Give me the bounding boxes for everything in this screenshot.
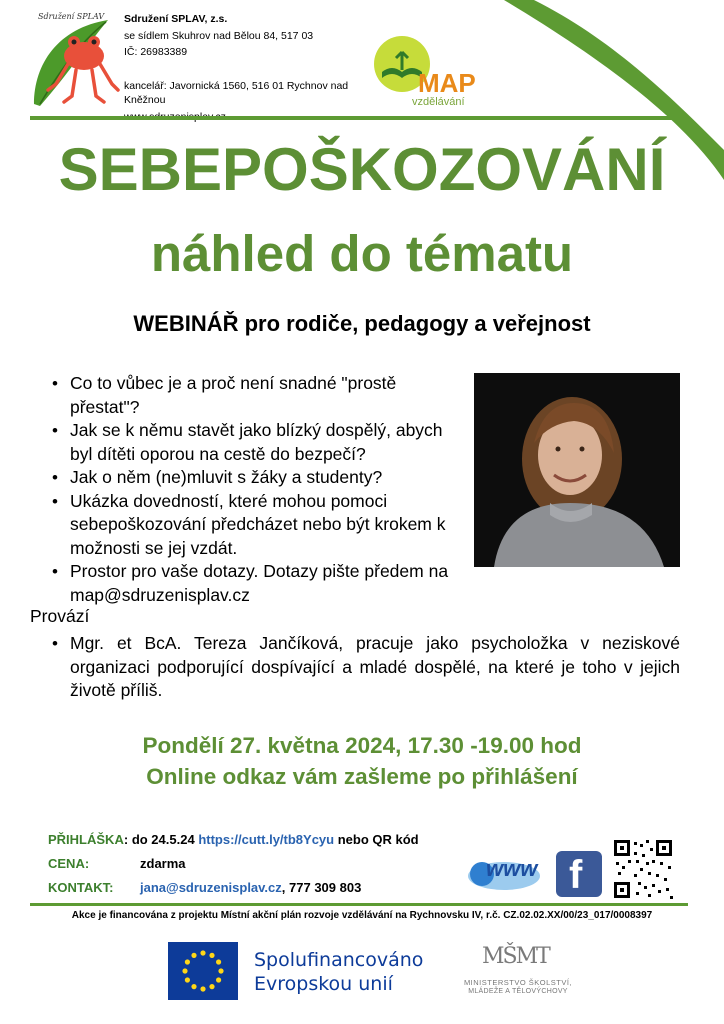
msmt-logo xyxy=(448,944,588,1004)
list-item: • Prostor pro vaše dotazy. Dotazy pište předem na map@sdruzenisplav.cz xyxy=(48,560,468,607)
facebook-icon[interactable] xyxy=(556,851,602,897)
msmt-line1: MINISTERSTVO ŠKOLSTVÍ, xyxy=(463,978,573,987)
speaker-photo xyxy=(474,373,680,567)
price-row xyxy=(48,856,186,871)
qr-code[interactable] xyxy=(612,838,674,900)
list-item: • Jak se k němu stavět jako blízký dospělý, abych byl dítěti oporou na cestě do bezpečí? xyxy=(48,419,468,466)
map-logo-text: MAP xyxy=(418,68,476,98)
online-note: Online odkaz vám zašleme po přihlášení xyxy=(146,764,578,789)
registration-sep: : xyxy=(123,832,129,847)
top-rule xyxy=(30,116,688,120)
contact-sep: , xyxy=(281,880,286,895)
splav-logo-text: Sdružení SPLAV xyxy=(38,12,105,21)
registration-suffix: nebo QR kód xyxy=(337,832,419,847)
list-item: • Ukázka dovedností, které mohou pomoci sebepoškozování předcházet nebo být krokem k možnosti se jej vzdát. xyxy=(48,490,468,561)
org-office: kancelář: Javornická 1560, 516 01 Rychnov nad Kněžnou xyxy=(124,80,349,106)
contact-email[interactable]: jana@sdruzenisplav.cz xyxy=(140,880,282,895)
funding-note: Akce je financována z projektu Místní akční plán rozvoje vzdělávání na Rychnovsku IV, r.č. CZ.02.02.XX/00/23_017/0008397 xyxy=(71,910,653,921)
eu-flag xyxy=(168,942,238,1000)
list-item: • Co to vůbec je a proč není snadné "prostě přestat"? xyxy=(48,372,468,419)
topic-list xyxy=(48,372,468,607)
eu-text-line1: Spolufinancováno xyxy=(254,949,424,971)
registration-until: do 24.5.24 xyxy=(131,832,195,847)
www-icon[interactable] xyxy=(464,850,544,894)
registration-row xyxy=(48,832,419,847)
org-info xyxy=(124,12,384,124)
contact-row xyxy=(48,880,361,895)
org-name: Sdružení SPLAV, z.s. xyxy=(124,13,228,25)
page-title: SEBEPOŠKOZOVÁNÍ xyxy=(58,136,666,203)
page-subtitle: náhled do tématu xyxy=(150,225,574,282)
event-date: Pondělí 27. května 2024, 17.30 -19.00 hod xyxy=(142,733,582,758)
tagline: WEBINÁŘ pro rodiče, pedagogy a veřejnost xyxy=(133,311,591,336)
contact-phone: 777 309 803 xyxy=(289,880,362,895)
map-logo-sub: vzdělávání xyxy=(412,96,465,108)
org-ico: IČ: 26983389 xyxy=(124,46,188,58)
facebook-icon-glyph: f xyxy=(569,853,583,897)
eu-text xyxy=(254,948,423,996)
msmt-line2: MLÁDEŽE A TĚLOVÝCHOVY xyxy=(468,988,568,995)
bottom-rule xyxy=(30,903,688,906)
price-value: zdarma xyxy=(140,856,186,871)
splav-logo xyxy=(28,14,120,110)
www-icon-text: www xyxy=(486,856,538,881)
list-item: • Jak o něm (ne)mluvit s žáky a studenty? xyxy=(48,466,468,490)
org-address: se sídlem Skuhrov nad Bělou 84, 517 03 xyxy=(124,30,314,42)
msmt-logo-mark: MŠMT xyxy=(482,944,549,969)
map-logo xyxy=(372,34,482,112)
registration-label: PŘIHLÁŠKA xyxy=(48,832,124,847)
host-label: Provází xyxy=(30,606,90,626)
host-list xyxy=(48,632,680,703)
host-description: • Mgr. et BcA. Tereza Jančíková, pracuje jako psycholožka v neziskové organizaci podporující dospívající a mladé dospělé, na které je toho v jejich životě příliš. xyxy=(48,632,680,703)
price-label: CENA: xyxy=(48,856,90,871)
contact-label: KONTAKT: xyxy=(48,880,114,895)
eu-text-line2: Evropskou unií xyxy=(254,973,393,995)
registration-link[interactable]: https://cutt.ly/tb8Ycyu xyxy=(198,832,335,847)
